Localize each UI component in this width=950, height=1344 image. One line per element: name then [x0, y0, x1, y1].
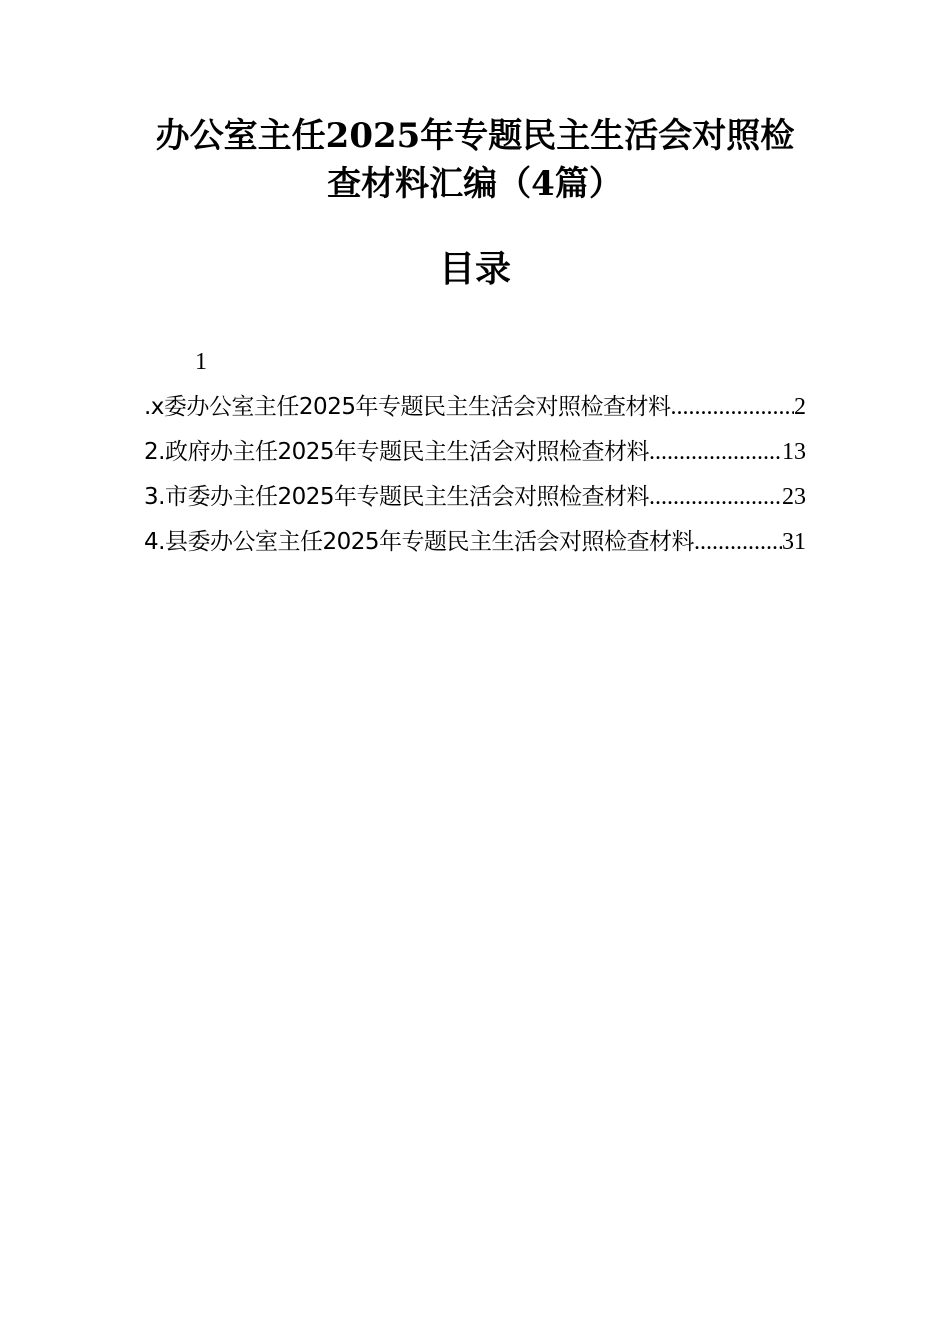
toc-dot-leader	[649, 479, 782, 515]
toc-entry-title: 3.市委办主任2025年专题民主生活会对照检查材料	[144, 484, 649, 510]
toc-entry-2[interactable]	[144, 434, 806, 479]
toc-heading: 目录	[438, 248, 511, 290]
toc-page-number: 31	[782, 529, 806, 555]
toc-entry-4[interactable]	[144, 524, 806, 569]
toc-page-number: 2	[794, 394, 806, 420]
toc-dot-leader	[670, 389, 794, 425]
toc-entry-title: .x委办公室主任2025年专题民主生活会对照检查材料	[144, 394, 671, 420]
document-title: 办公室主任2025年专题民主生活会对照检查材料汇编（4篇）	[155, 116, 795, 204]
toc-entry-title: 4.县委办公室主任2025年专题民主生活会对照检查材料	[144, 529, 694, 555]
table-of-contents	[144, 389, 806, 569]
toc-prefix-number: 1	[195, 349, 207, 375]
toc-dot-leader	[649, 434, 782, 470]
toc-entry-1[interactable]	[144, 389, 806, 434]
toc-dot-leader	[694, 524, 782, 560]
toc-page-number: 13	[782, 439, 806, 465]
toc-page-number: 23	[782, 484, 806, 510]
toc-entry-3[interactable]	[144, 479, 806, 524]
toc-entry-title: 2.政府办主任2025年专题民主生活会对照检查材料	[144, 439, 649, 465]
